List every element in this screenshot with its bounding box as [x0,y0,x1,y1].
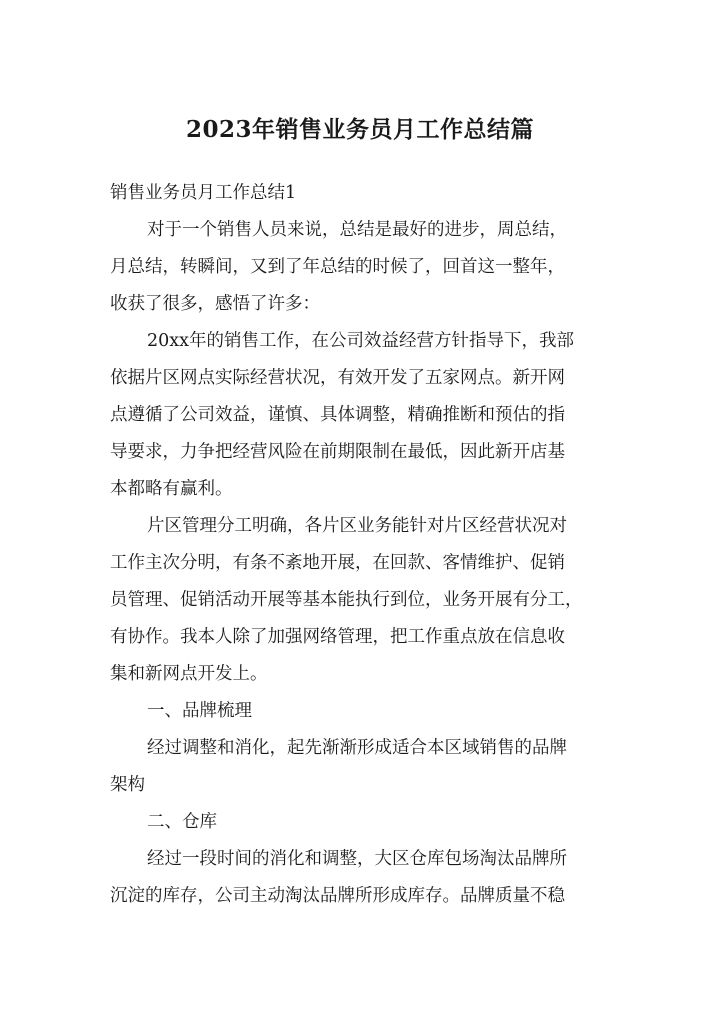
paragraph-line: 导要求，力争把经营风险在前期限制在最低，因此新开店基 [110,442,565,462]
paragraph-line: 月总结，转瞬间，又到了年总结的时候了，回首这一整年， [110,257,565,277]
paragraph-5 [110,841,610,915]
paragraph-line: 依据片区网点实际经营状况，有效开发了五家网点。新开网 [110,368,565,388]
paragraph-line: 片区管理分工明确，各片区业务能针对片区经营状况对 [147,516,567,536]
paragraph-line: 沉淀的库存，公司主动淘汰品牌所形成库存。品牌质量不稳 [110,886,565,906]
paragraph-1 [110,212,610,323]
paragraph-line: 本都略有赢利。 [110,479,233,499]
paragraph-2 [110,323,610,508]
document-body [110,175,610,915]
paragraph-line: 集和新网点开发上。 [110,664,268,684]
paragraph-line: 经过调整和消化，起先渐渐形成适合本区域销售的品牌 [147,738,567,758]
paragraph-line: 架构 [110,775,145,795]
paragraph-line: 经过一段时间的消化和调整，大区仓库包场淘汰品牌所 [147,849,567,869]
paragraph-line: 对于一个销售人员来说，总结是最好的进步，周总结， [147,220,567,240]
heading-warehouse: 二、仓库 [147,812,217,832]
paragraph-line: 点遵循了公司效益，谨慎、具体调整，精确推断和预估的指 [110,405,565,425]
paragraph-3 [110,508,610,693]
heading-brand-review: 一、品牌梳理 [147,701,252,721]
paragraph-4 [110,730,610,804]
paragraph-line: 20xx年的销售工作，在公司效益经营方针指导下，我部 [147,331,575,351]
section-heading: 销售业务员月工作总结1 [110,183,297,203]
paragraph-line: 工作主次分明，有条不紊地开展，在回款、客情维护、促销 [110,553,565,573]
document-title: 2023年销售业务员月工作总结篇 [185,116,534,143]
paragraph-line: 员管理、促销活动开展等基本能执行到位，业务开展有分工， [110,590,583,610]
paragraph-line: 有协作。我本人除了加强网络管理，把工作重点放在信息收 [110,627,565,647]
paragraph-line: 收获了很多，感悟了许多： [110,294,320,314]
